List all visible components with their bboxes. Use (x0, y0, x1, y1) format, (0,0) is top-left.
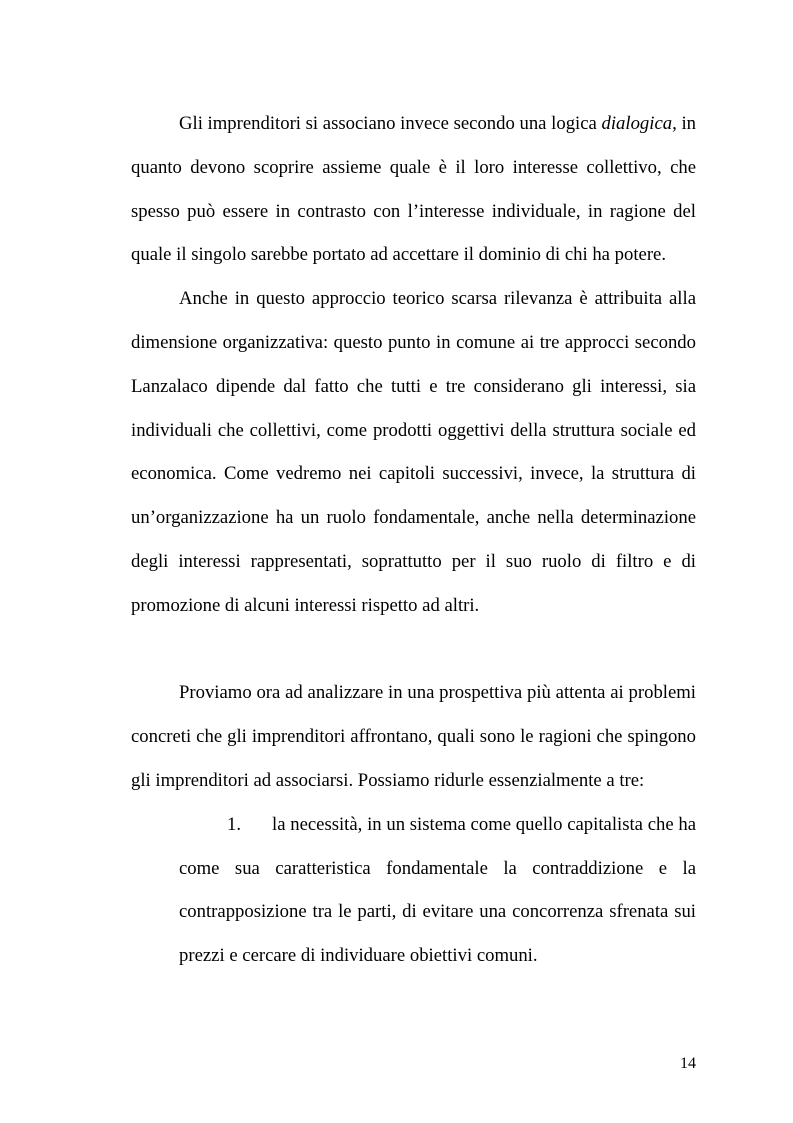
paragraph-3: Proviamo ora ad analizzare in una prospettiva più attenta ai problemi concreti che gli imprenditori affrontano, quali sono le ragioni che spingono gli imprenditori ad associarsi. Possiamo ridurle essenzialmente a tre: (131, 682, 696, 791)
document-body (131, 102, 696, 978)
list-item-1 (179, 803, 696, 978)
list-item-text: la necessità, in un sistema come quello capitalista che ha come sua caratteristica fondamentale la contraddizione e la contrapposizione tra le parti, di evitare una concorrenza sfrenata sui prezzi e cercare di individuare obiettivi comuni. (179, 813, 696, 967)
paragraph-2: Anche in questo approccio teorico scarsa rilevanza è attribuita alla dimensione organizzativa: questo punto in comune ai tre approcci secondo Lanzalaco dipende dal fatto che tutti e tre considerano gli interessi, sia individuali che collettivi, come prodotti oggettivi della struttura sociale ed economica. Come vedremo nei capitoli successivi, invece, la struttura di un’organizzazione ha un ruolo fondamentale, anche nella determinazione degli interessi rappresentati, soprattutto per il suo ruolo di filtro e di promozione di alcuni interessi rispetto ad altri. (131, 288, 696, 616)
page-number: 14 (680, 1055, 696, 1072)
paragraph-1-italic-term: dialogica, (601, 113, 677, 134)
paragraph-1 (131, 102, 696, 277)
paragraph-spacer (131, 628, 696, 672)
paragraph-1-text-after: in quanto devono scoprire assieme quale è il loro interesse collettivo, che spesso può essere in contrasto con l’interesse individuale, in ragione del quale il singolo sarebbe portato ad accettare il dominio di chi ha potere. (131, 113, 696, 266)
list-item-number: 1. (227, 813, 242, 835)
paragraph-1-text-before: Gli imprenditori si associano invece secondo una logica (179, 113, 602, 134)
